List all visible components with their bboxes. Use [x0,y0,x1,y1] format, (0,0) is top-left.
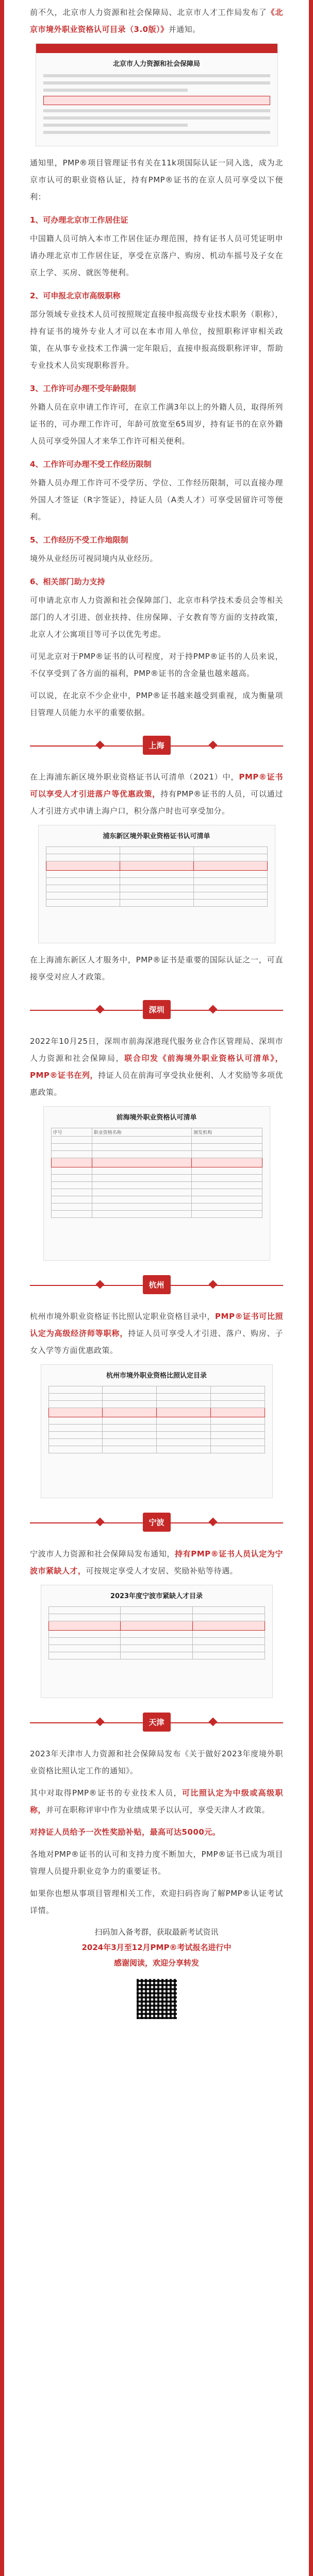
region-badge: 深圳 [142,1000,170,1019]
beijing-summary-2: 可以说，在北京不少企业中，PMP®证书越来越受到重视，成为衡量项目管理人员能力水平的重要依据。 [30,691,283,717]
intro-text: 前不久，北京市人力资源和社会保障局、北京市人才工作局发布了 [30,8,267,17]
hangzhou-list-screenshot [41,1364,273,1498]
beijing-summary: 可见北京对于PMP®证书的认可程度，对于持PMP®证书的人员来说，不仅享受到了各方面的福利，PMP®证书的含金量也越来越高。 [30,652,283,678]
doc-title: 杭州市境外职业资格比照认定目录 [106,1372,207,1380]
benefit-title: 1、可办理北京市工作居住证 [30,215,128,225]
doc-title: 2023年度宁波市紧缺人才目录 [110,1592,203,1600]
doc-title: 浦东新区境外职业资格证书认可清单 [103,833,210,840]
region-badge: 上海 [142,736,170,755]
benefit-title: 5、工作经历不受工作地限制 [30,535,128,545]
doc-highlight [43,96,270,105]
tianjin-paragraph-3: 对持证人员给予一次性奖励补贴，最高可达5000元。 [30,1827,221,1837]
outro-exam-date: 2024年3月至12月PMP®考试报名进行中 [81,1943,232,1952]
qr-area [30,1971,283,2027]
section-header-ningbo [30,1507,283,1538]
benefit-text: 可申请北京市人力资源和社会保障部门、北京市科学技术委员会等相关部门的人才引进、创业扶持、住房保障、子女教育等方面的支持政策，北京人才公寓项目等可予以优先考虑。 [30,596,283,639]
shenzhen-paragraph: 2022年10月25日，深圳市前海深港现代服务业合作区管理局、深圳市人力资源和社会保障局，联合印发《前海境外职业资格认可清单》，PMP®证书在列，持证人员在前海可享受执业便利、人才奖励等多项优惠政策。 [30,1037,283,1097]
benefit-text: 境外从业经历可视同境内从业经历。 [30,554,158,563]
benefit-title: 6、相关部门助力支持 [30,577,105,586]
benefit-text: 中国籍人员可纳入本市工作居住证办理范围，持有证书人员可凭证明申请办理北京市工作居住证，享受在京落户、购房、机动车摇号及子女在京上学、买房、就医等便利。 [30,234,283,277]
shanghai-paragraph: 在上海浦东新区境外职业资格证书认可清单（2021）中，PMP®证书可以享受人才引进落户等优惠政策，持有PMP®证书的人员，可以通过人才引进方式申请上海户口，积分落户时也可享受加分。 [30,772,283,816]
benefit-text: 外籍人员办理工作许可不受学历、学位、工作经历限制，可以直接办理外国人才签证（R字签证），持证人员（A类人才）可享受居留许可等便利。 [30,478,283,521]
shanghai-list-screenshot [38,825,275,943]
hangzhou-paragraph: 杭州市境外职业资格证书比照认定职业资格目录中，PMP®证书可比照认定为高级经济师等职称，持证人员可享受人才引进、落户、购房、子女入学等方面优惠政策。 [30,1312,283,1355]
outro-thanks: 感谢阅读，欢迎分享转发 [113,1958,199,1968]
doc-table [48,1606,265,1659]
region-badge: 宁波 [142,1513,170,1532]
outro-cta: 扫码加入备考群，获取最新考试资讯 [94,1927,219,1937]
doc-table [46,846,268,907]
benefit-title: 2、可申报北京市高级职称 [30,291,121,300]
intro-highlight: 《北京市境外职业资格认可目录（3.0版）》 [30,8,283,34]
intro-paragraph-2: 通知里，PMP®项目管理证书有关在11k项国际认证一同入选，成为北京市认可的职业资格认证，持有PMP®证书的在京人员可享受以下便利： [30,158,283,201]
shenzhen-list-screenshot [43,1106,270,1261]
intro-paragraph [30,0,283,38]
beijing-notice-screenshot [36,43,278,146]
doc-table: 序号 职业资格名称 颁发机构 [51,1128,262,1218]
benefit-title: 3、工作许可办理不受年龄限制 [30,384,136,393]
ningbo-paragraph: 宁波市人力资源和社会保障局发布通知，持有PMP®证书人员认定为宁波市紧缺人才，可按规定享受人才安居、奖励补贴等待遇。 [30,1549,283,1575]
outro-paragraph: 各地对PMP®证书的认可和支持力度不断加大，PMP®证书已成为项目管理人员提升职业竞争力的重要证书。 [30,1850,283,1876]
section-header-hangzhou [30,1270,283,1301]
benefit-list [30,211,283,643]
ningbo-list-screenshot [41,1585,273,1698]
shanghai-paragraph-2: 在上海浦东新区人才服务中，PMP®证书是重要的国际认证之一，可直接享受对应人才政策。 [30,955,283,981]
doc-title: 前海境外职业资格认可清单 [116,1114,197,1122]
section-header-tianjin [30,1707,283,1738]
qr-code-icon[interactable] [137,1979,177,2019]
intro-text-end: 并通知。 [168,25,201,34]
article-body [4,0,309,2027]
doc-header-bar [36,44,277,53]
tianjin-paragraph: 2023年天津市人力资源和社会保障局发布《关于做好2023年度境外职业资格比照认定工作的通知》。 [30,1749,283,1775]
outro-paragraph-2: 如果你也想从事项目管理相关工作，欢迎扫码咨询了解PMP®认证考试详情。 [30,1889,283,1915]
section-header-shanghai [30,731,283,761]
benefit-text: 外籍人员在京申请工作许可，在京工作满3年以上的外籍人员，取得所列证书的，可办理工作许可，年龄可放宽至65周岁，持有证书的在京外籍人员可享受外国人才来华工作许可相关便利。 [30,402,283,446]
region-badge: 天津 [142,1713,170,1732]
region-badge: 杭州 [142,1275,170,1294]
benefit-text: 部分领域专业技术人员可按照规定直接申报高级专业技术职务（职称），持有证书的境外专业人才可以在本市用人单位，按照职称评审相关政策，在从事专业技术工作满一定年限后，直接申报高级职称评审，帮助专业技术人员实现职称晋升。 [30,310,283,370]
tianjin-paragraph-2: 其中对取得PMP®证书的专业技术人员，可比照认定为中级或高级职称，并可在职称评审中作为业绩成果予以认可，享受天津人才政策。 [30,1788,283,1815]
benefit-title: 4、工作许可办理不受工作经历限制 [30,460,152,469]
section-header-shenzhen [30,995,283,1026]
doc-table [48,1386,265,1453]
doc-title: 北京市人力资源和社会保障局 [112,60,200,68]
